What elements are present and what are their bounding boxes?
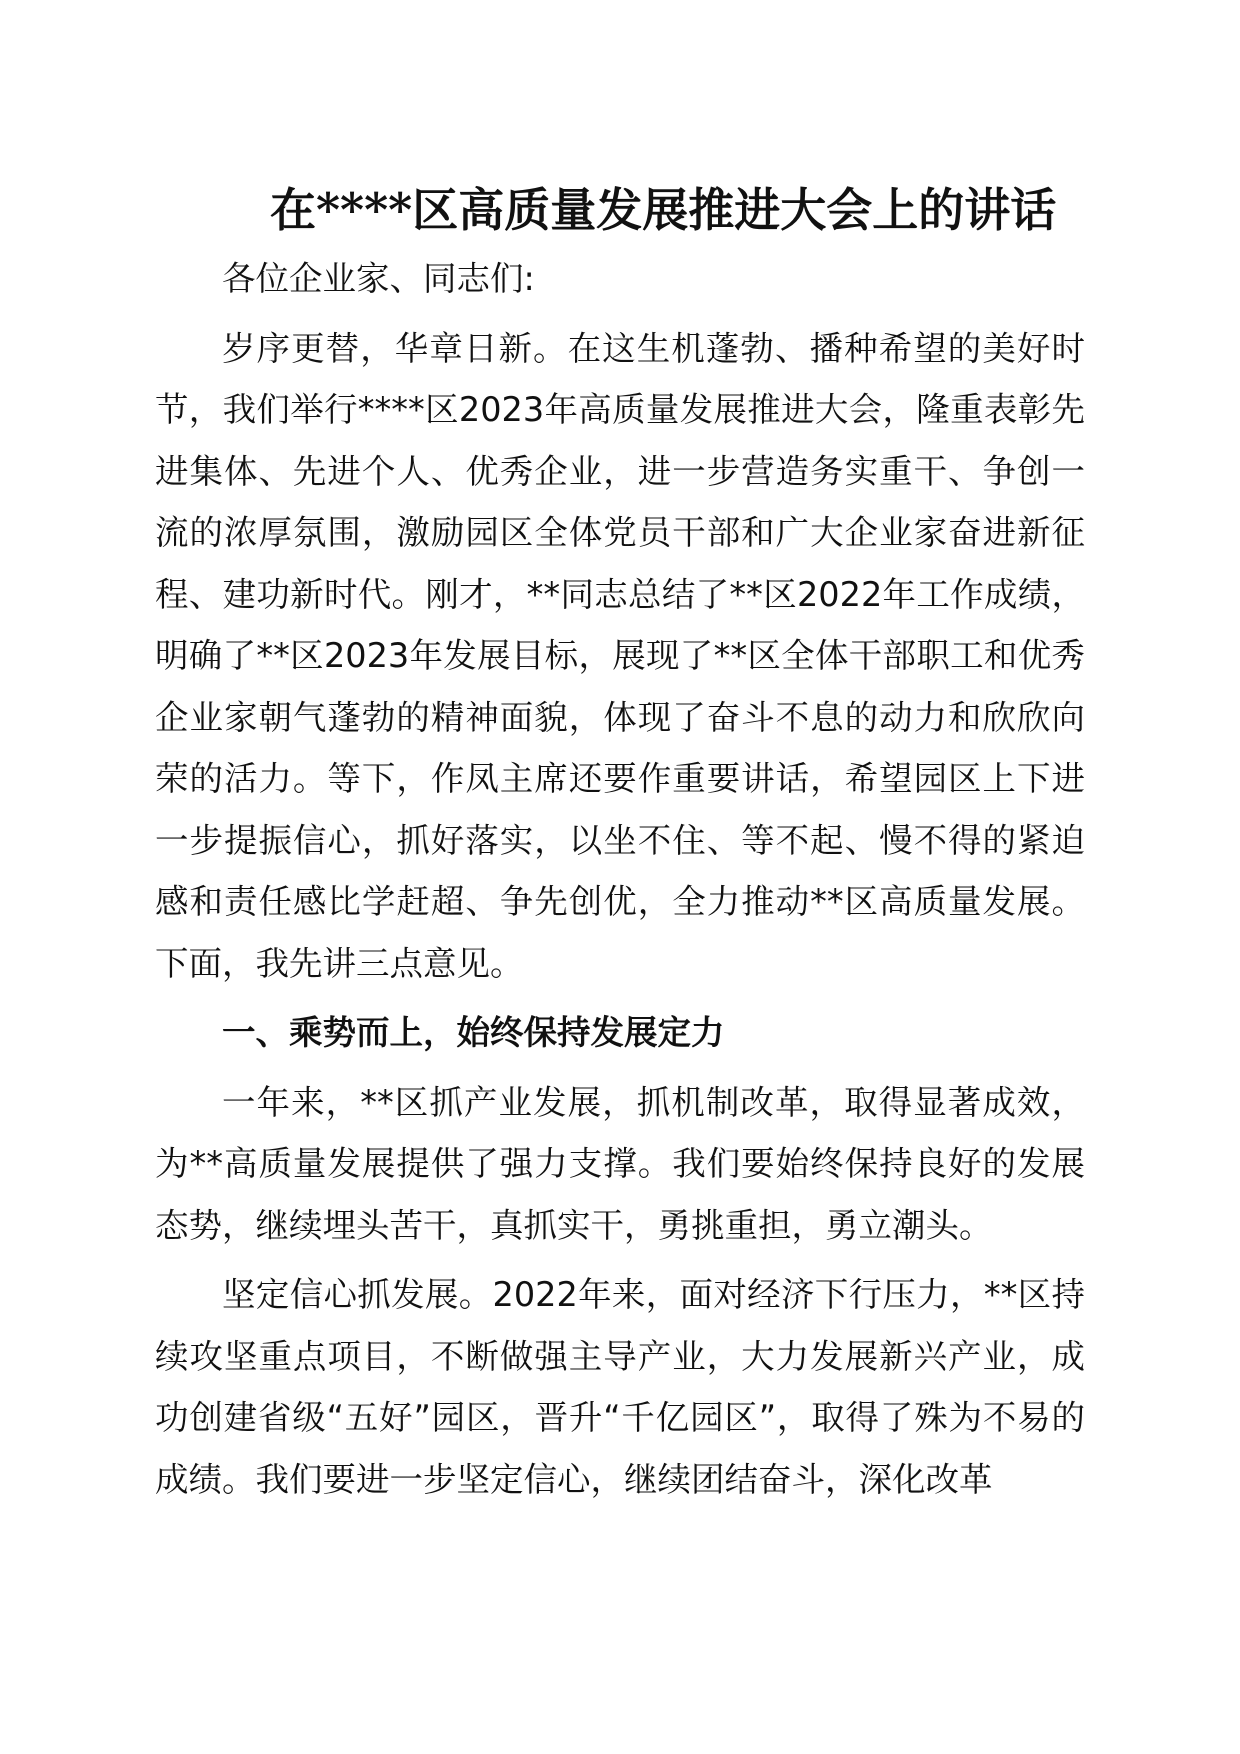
paragraph-gap xyxy=(155,1064,1085,1072)
section-heading: 一、乘势而上，始终保持发展定力 xyxy=(222,1013,725,1052)
section-paragraph: 坚定信心抓发展。2022年来，面对经济下行压力，**区持续攻坚重点项目，不断做强主导产业，大力发展新兴产业，成功创建省级“五好”园区，晋升“千亿园区”，取得了殊为不易的成绩。我们要进一步坚定信心，继续团结奋斗，深化改革 xyxy=(155,1275,1085,1499)
section-paragraph: 一年来，**区抓产业发展，抓机制改革，取得显著成效，为**高质量发展提供了强力支撑。我们要始终保持良好的发展态势，继续埋头苦干，真抓实干，勇挑重担，勇立潮头。 xyxy=(155,1082,1085,1245)
paragraph-gap xyxy=(155,994,1085,1002)
document-body xyxy=(155,248,1085,1510)
paragraph-gap xyxy=(155,1256,1085,1264)
salutation: 各位企业家、同志们: xyxy=(222,259,535,298)
paragraph-gap xyxy=(155,310,1085,318)
document-title: 在****区高质量发展推进大会上的讲话 xyxy=(270,183,1057,237)
intro-paragraph: 岁序更替，华章日新。在这生机蓬勃、播种希望的美好时节，我们举行****区2023年高质量发展推进大会，隆重表彰先进集体、先进个人、优秀企业，进一步营造务实重干、争创一流的浓厚氛围，激励园区全体党员干部和广大企业家奋进新征程、建功新时代。刚才，**同志总结了**区2022年工作成绩，明确了**区2023年发展目标，展现了**区全体干部职工和优秀企业家朝气蓬勃的精神面貌，体现了奋斗不息的动力和欣欣向荣的活力。等下，作凤主席还要作重要讲话，希望园区上下进一步提振信心，抓好落实，以坐不住、等不起、慢不得的紧迫感和责任感比学赶超、争先创优，全力推动**区高质量发展。下面，我先讲三点意见。 xyxy=(155,328,1085,983)
